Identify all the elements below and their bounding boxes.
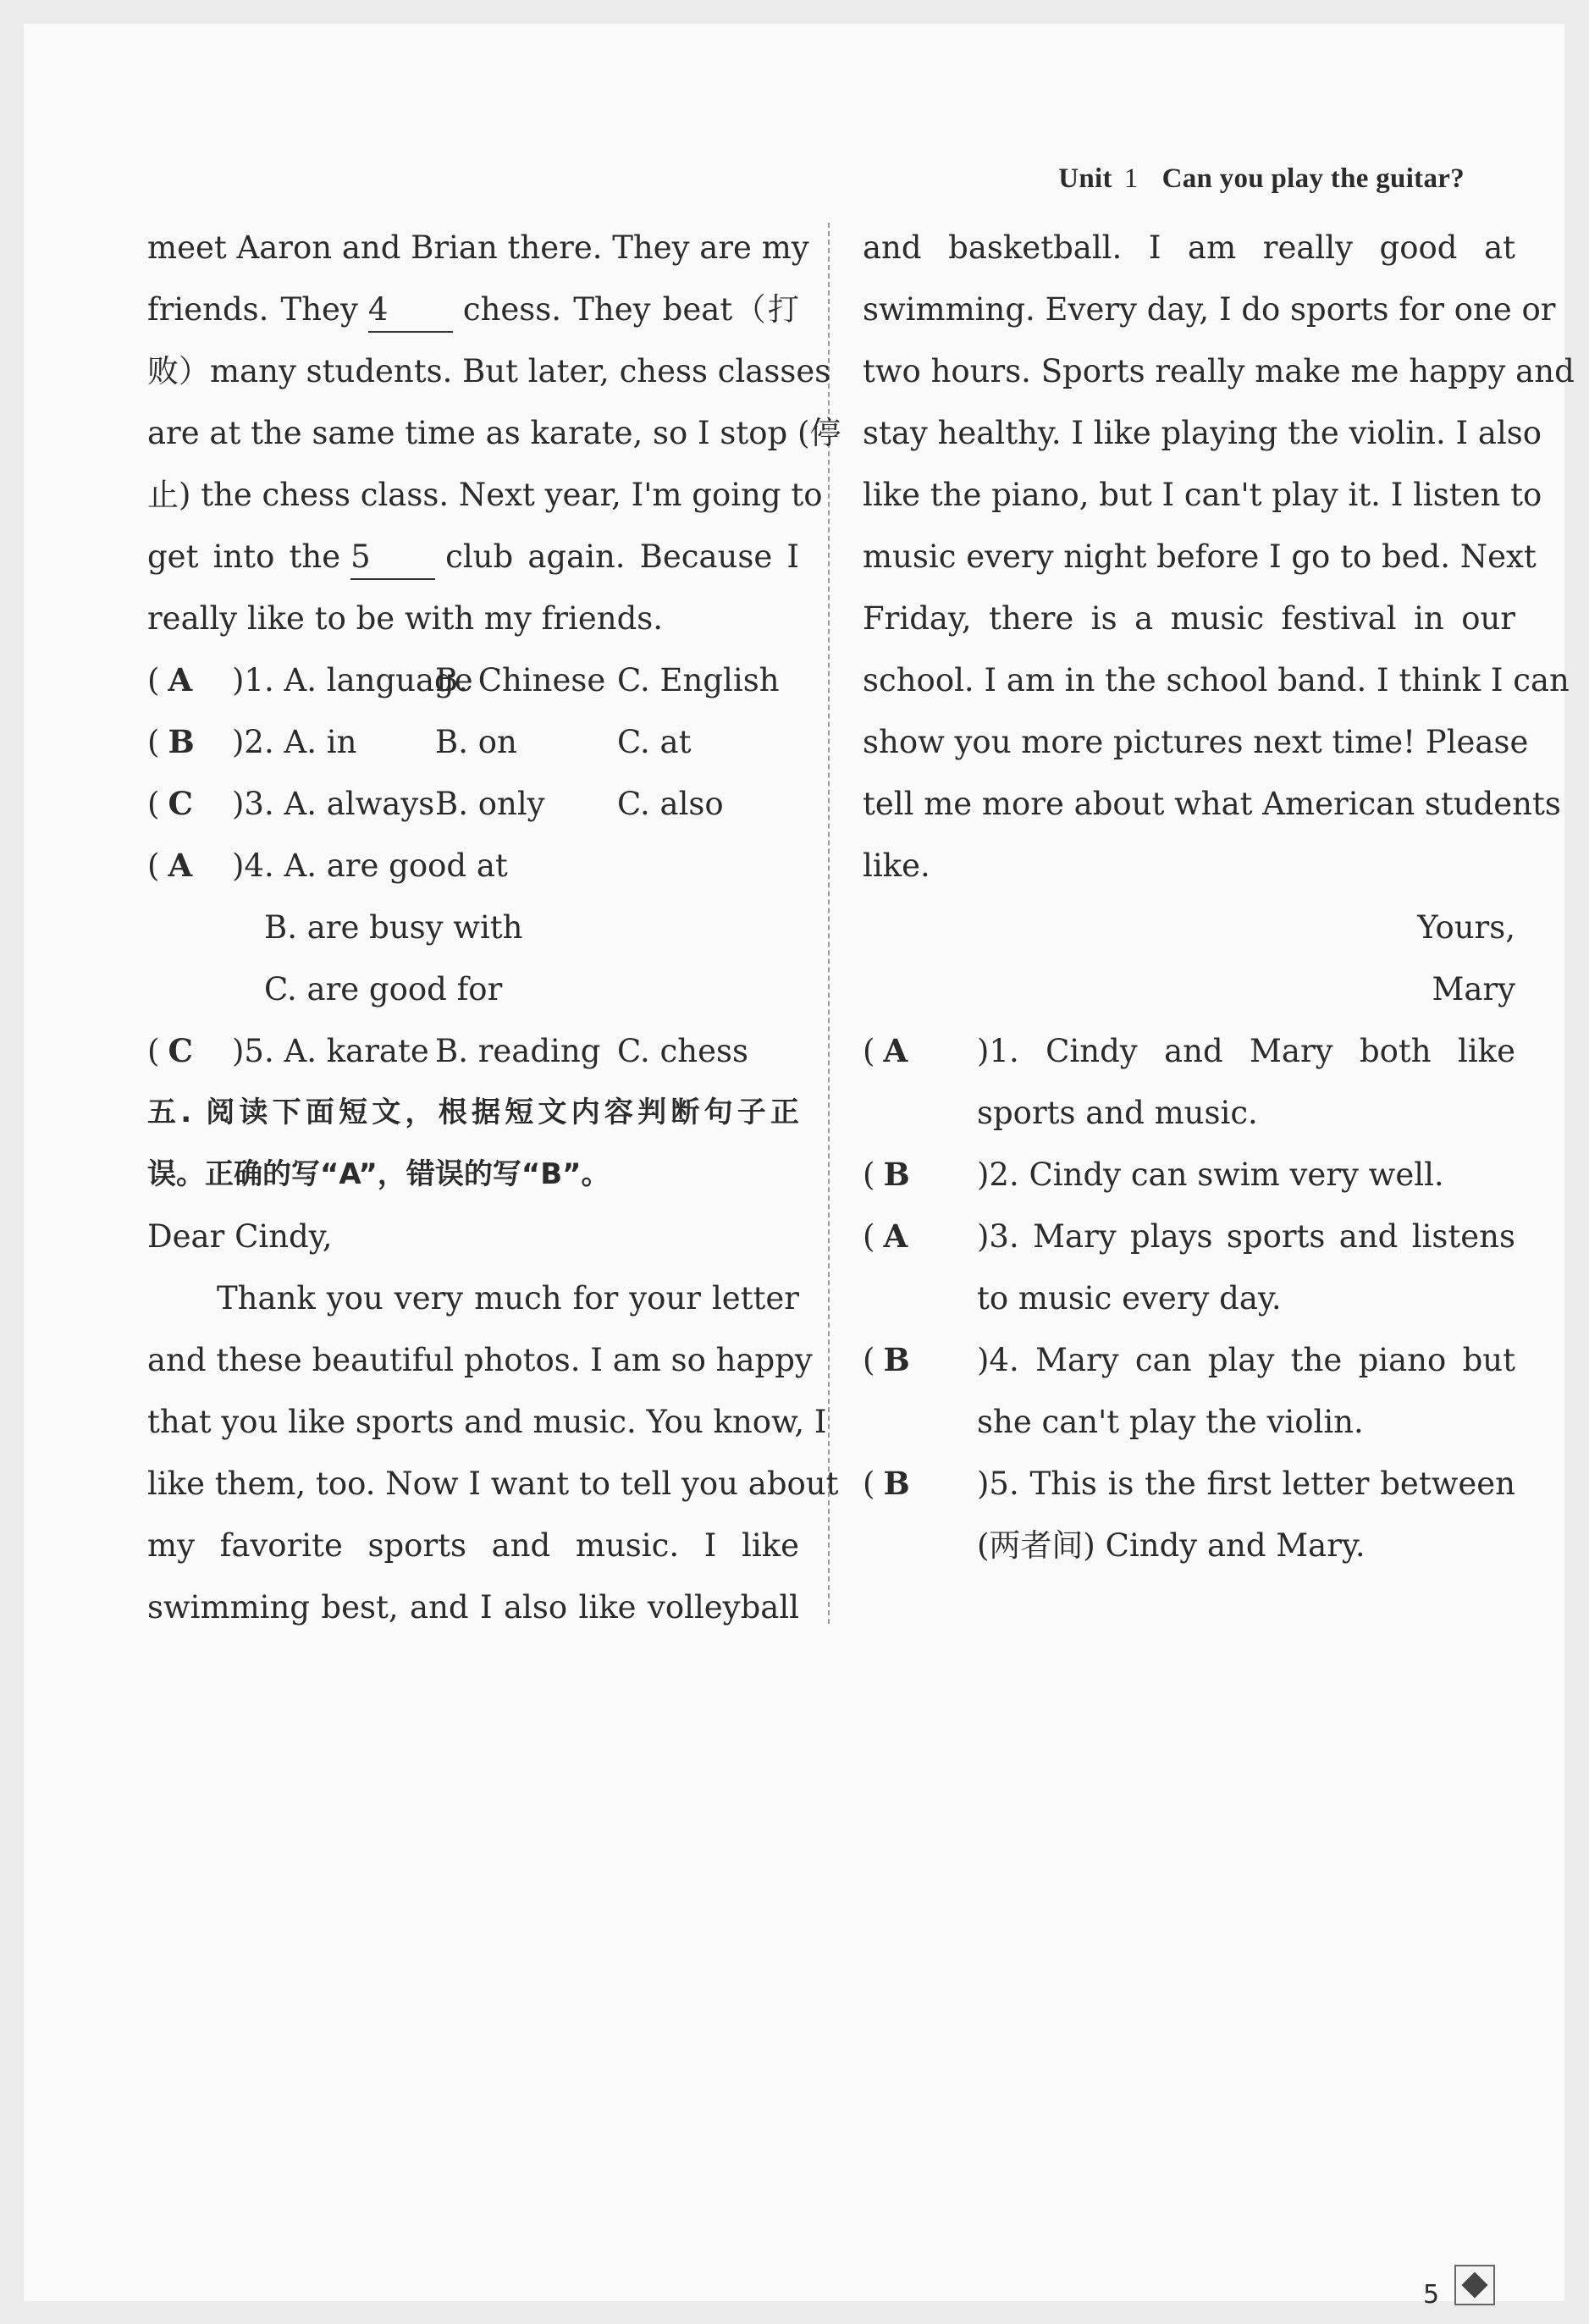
question-text: )3. Mary plays sports and listens to music every day. xyxy=(977,1218,1515,1317)
blank-5: 5 xyxy=(350,536,435,580)
unit-title: Can you play the guitar? xyxy=(1161,163,1465,194)
passage-text: club again. Because I xyxy=(445,538,800,575)
letter-line: like. xyxy=(863,847,930,884)
page-number: 5 xyxy=(1423,2280,1440,2310)
question-4-option-b xyxy=(147,897,799,958)
blank-4: 4 xyxy=(368,289,453,333)
answer: C xyxy=(168,785,193,822)
letter-line: Thank you very much for your letter xyxy=(217,1280,799,1317)
passage-line: meet Aaron and Brian there. They are my xyxy=(147,229,809,266)
answer: A xyxy=(883,1032,908,1069)
letter-line: show you more pictures next time! Please xyxy=(863,724,1529,760)
letter-line: like them, too. Now I want to tell you about xyxy=(147,1466,839,1502)
option-b: B. only xyxy=(435,786,545,822)
question-text: )2. Cindy can swim very well. xyxy=(977,1156,1444,1193)
question-4 xyxy=(147,835,799,897)
passage-line: 止) the chess class. Next year, I'm going to xyxy=(147,477,823,513)
question-text: )4. Mary can play the piano but she can't play the violin. xyxy=(977,1342,1515,1440)
tf-question-2 xyxy=(863,1144,1515,1206)
option-a: )3. A. always xyxy=(232,786,435,822)
question-text: )5. This is the first letter between (两者间) Cindy and Mary. xyxy=(977,1466,1515,1564)
letter-line: that you like sports and music. You know, I xyxy=(147,1404,827,1440)
option-b: B. reading xyxy=(435,1033,601,1069)
right-column xyxy=(863,217,1575,1576)
passage-line-blank xyxy=(147,279,799,340)
passage-line: 败）many students. But later, chess classes xyxy=(147,353,831,389)
passage-text: chess. They beat（打 xyxy=(462,291,799,328)
answer-paren: ( C xyxy=(147,1032,193,1069)
answer: B xyxy=(883,1156,910,1193)
passage-line: really like to be with my friends. xyxy=(147,600,664,637)
question-text: )1. Cindy and Mary both like sports and music. xyxy=(977,1033,1515,1131)
option-c: C. also xyxy=(617,786,724,822)
answer: A xyxy=(168,661,193,698)
option-a: )1. A. language xyxy=(232,662,473,698)
answer: B xyxy=(883,1465,910,1502)
answer: B xyxy=(168,723,195,760)
question-3 xyxy=(147,773,799,835)
option-c: C. English xyxy=(617,662,780,698)
option-c: C. are good for xyxy=(264,971,503,1007)
option-a: )5. A. karate xyxy=(232,1033,429,1069)
letter-closing: Yours, xyxy=(1417,909,1515,946)
unit-number: 1 xyxy=(1123,163,1139,194)
section-title-cont: 误。正确的写“A”，错误的写“B”。 xyxy=(147,1157,610,1191)
answer: A xyxy=(883,1217,908,1255)
passage-text: friends. They xyxy=(147,291,358,328)
tf-question-5 xyxy=(863,1453,1515,1576)
section-title: 五. 阅读下面短文，根据短文内容判断句子正 xyxy=(147,1096,799,1129)
letter-line: school. I am in the school band. I think I can xyxy=(863,662,1570,698)
passage-line-blank xyxy=(147,526,799,588)
answer: B xyxy=(883,1341,910,1378)
option-b: B. on xyxy=(435,724,517,760)
option-c: C. chess xyxy=(617,1033,748,1069)
page-header xyxy=(1058,163,1465,195)
tf-question-1 xyxy=(863,1020,1515,1144)
answer-paren: ( B xyxy=(863,1156,910,1193)
letter-line: and these beautiful photos. I am so happy xyxy=(147,1342,813,1378)
unit-label: Unit xyxy=(1058,163,1112,194)
letter-line: two hours. Sports really make me happy and xyxy=(863,353,1575,389)
letter-line: and basketball. I am really good at xyxy=(863,229,1515,266)
letter-line: Friday, there is a music festival in our xyxy=(863,600,1515,637)
answer-paren: ( B xyxy=(863,1465,910,1502)
answer-paren: ( B xyxy=(863,1341,910,1378)
option-a: )2. A. in xyxy=(232,724,357,760)
passage-line: are at the same time as karate, so I stop (停 xyxy=(147,415,841,451)
letter-line: my favorite sports and music. I like xyxy=(147,1527,799,1564)
letter-line: stay healthy. I like playing the violin. I also xyxy=(863,415,1542,451)
option-b: B. are busy with xyxy=(264,909,523,946)
option-b: B. Chinese xyxy=(435,662,606,698)
question-5 xyxy=(147,1020,799,1082)
tf-question-3 xyxy=(863,1206,1515,1329)
page xyxy=(24,24,1575,2310)
letter-signature: Mary xyxy=(1432,971,1515,1007)
letter-line: music every night before I go to bed. Next xyxy=(863,538,1537,575)
letter-line: tell me more about what American students xyxy=(863,786,1561,822)
question-4-option-c xyxy=(147,958,799,1020)
answer-paren: ( A xyxy=(863,1217,908,1255)
answer-paren: ( A xyxy=(147,847,193,884)
answer: A xyxy=(168,847,193,884)
answer-paren: ( A xyxy=(863,1032,908,1069)
salutation: Dear Cindy, xyxy=(147,1218,333,1255)
answer-paren: ( B xyxy=(147,723,195,760)
diamond-icon xyxy=(1454,2265,1495,2305)
question-1 xyxy=(147,649,799,711)
answer: C xyxy=(168,1032,193,1069)
option-c: C. at xyxy=(617,724,692,760)
option-a: )4. A. are good at xyxy=(232,847,508,884)
passage-text: get into the xyxy=(147,538,341,575)
answer-paren: ( C xyxy=(147,785,193,822)
tf-question-4 xyxy=(863,1329,1515,1453)
letter-line: like the piano, but I can't play it. I listen to xyxy=(863,477,1542,513)
question-2 xyxy=(147,711,799,773)
left-column xyxy=(147,217,841,1638)
letter-line: swimming best, and I also like volleyball xyxy=(147,1589,799,1626)
answer-paren: ( A xyxy=(147,661,193,698)
letter-line: swimming. Every day, I do sports for one or xyxy=(863,291,1556,328)
